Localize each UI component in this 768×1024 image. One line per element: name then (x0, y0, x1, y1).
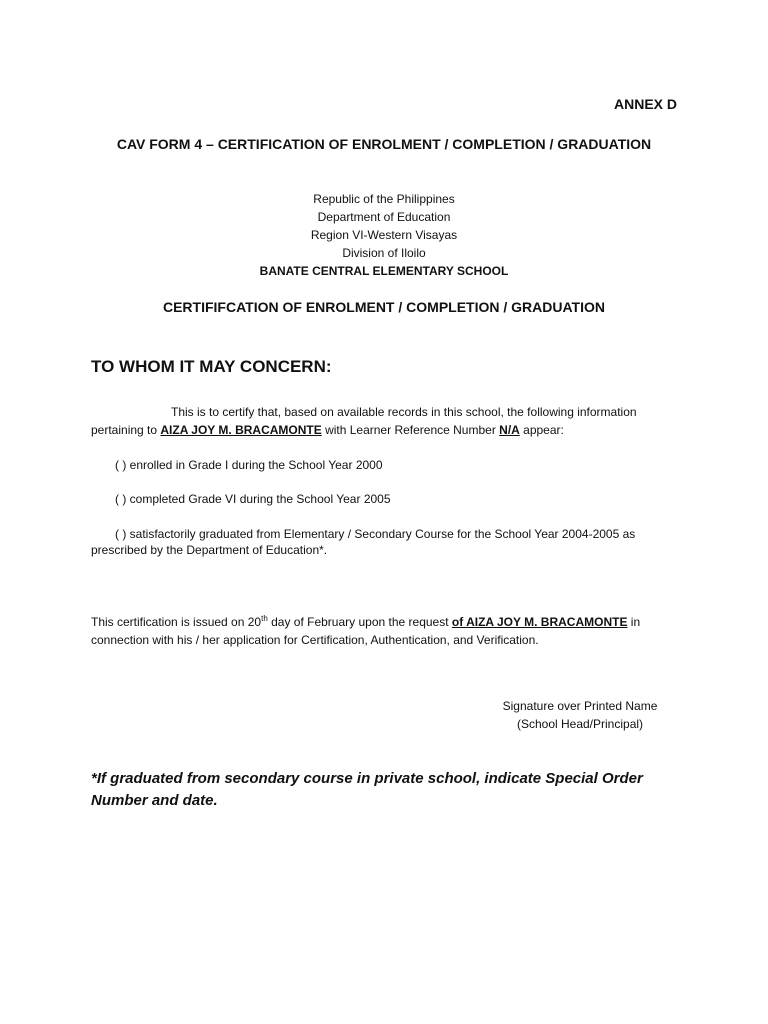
para2-text-a: This certification is issued on 20 (91, 615, 262, 629)
letterhead (0, 190, 768, 280)
form-title: CAV FORM 4 – CERTIFICATION OF ENROLMENT / COMPLETION / GRADUATION (116, 136, 652, 152)
item-completed: ( ) completed Grade VI during the School Year 2005 (115, 492, 391, 506)
footnote: *If graduated from secondary course in private school, indicate Special Order Number and date. (91, 770, 643, 809)
issuance-paragraph (91, 610, 671, 649)
day-suffix: th (261, 614, 268, 623)
item-graduated-continued: prescribed by the Department of Education*. (91, 543, 328, 557)
letterhead-school: BANATE CENTRAL ELEMENTARY SCHOOL (259, 264, 509, 278)
letterhead-division: Division of Iloilo (342, 246, 426, 260)
signature-role: (School Head/Principal) (516, 717, 644, 731)
learner-reference-number: N/A (499, 423, 520, 437)
letterhead-department: Department of Education (317, 210, 451, 224)
item-enrolled: ( ) enrolled in Grade I during the School Year 2000 (115, 458, 383, 472)
para2-text-c: in connection with his / her application for Certification, Authentication, and Verification. (91, 615, 641, 647)
requester-name: of AIZA JOY M. BRACAMONTE (451, 615, 628, 629)
para2-text-b: day of February upon the request (267, 615, 452, 629)
para1-text-c: appear: (519, 423, 564, 437)
certification-paragraph (91, 403, 671, 439)
signature-label: Signature over Printed Name (502, 699, 658, 713)
para1-text-a: This is to certify that, based on available records in this school, the following information pertaining to (91, 405, 637, 437)
letterhead-country: Republic of the Philippines (313, 192, 455, 206)
certification-title: CERTIFIFCATION OF ENROLMENT / COMPLETION / GRADUATION (162, 299, 605, 315)
learner-name: AIZA JOY M. BRACAMONTE (160, 423, 322, 437)
letterhead-region: Region VI-Western Visayas (310, 228, 458, 242)
annex-label: ANNEX D (613, 96, 677, 112)
item-graduated: ( ) satisfactorily graduated from Elementary / Secondary Course for the School Year 2004-2005 as (115, 527, 636, 541)
salutation: TO WHOM IT MAY CONCERN: (91, 357, 332, 376)
para1-text-b: with Learner Reference Number (321, 423, 500, 437)
signature-block (470, 697, 690, 733)
